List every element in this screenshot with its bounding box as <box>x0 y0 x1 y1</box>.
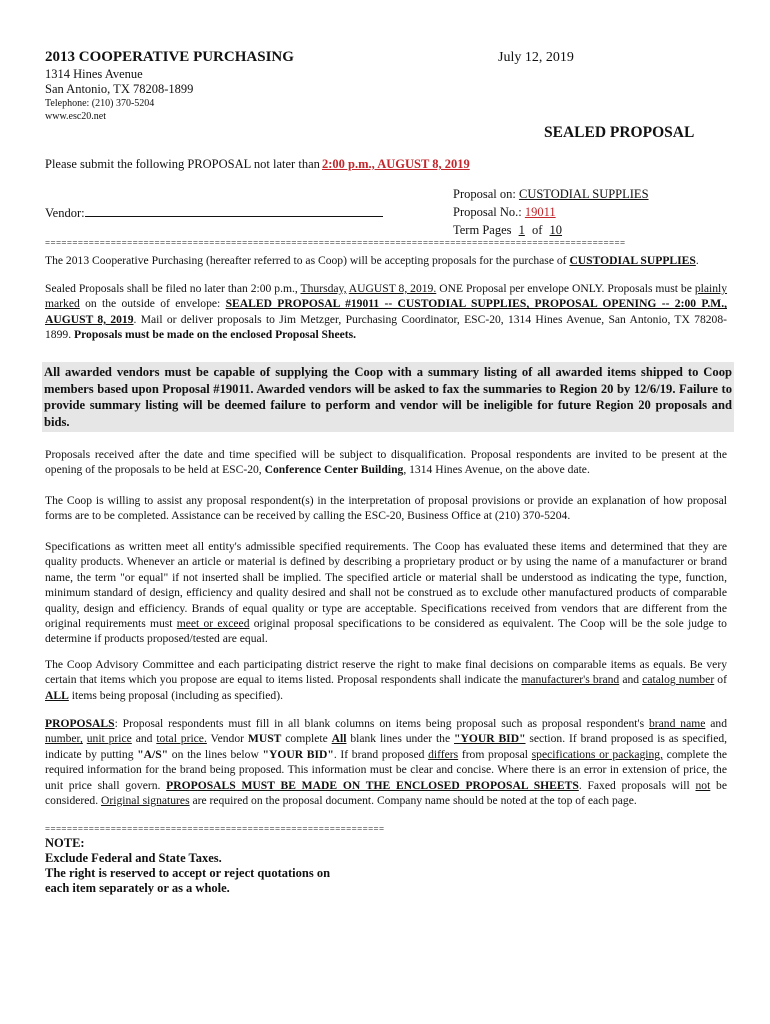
term-pages <box>453 223 562 238</box>
proposals-must: MUST <box>247 732 282 746</box>
term-pages-total: 10 <box>549 223 563 237</box>
specifications-paragraph <box>45 539 727 647</box>
awarded-vendors-notice: All awarded vendors must be capable of supplying the Coop with a summary listing of all awarded items shipped to Coop members based upon Proposal #19011. Awarded vendors will be asked to fax the summaries to Region 20 by 12/6/19. Failure to provide summary listing will be deemed failure to perform and vendor will be ineligible for future Region 20 proposals and bids. <box>42 362 734 432</box>
proposals-your-bid: "YOUR BID" <box>454 732 526 746</box>
conference-center: Conference Center Building <box>264 463 404 477</box>
specs-text-1: Specifications as written meet all entity's admissible specified requirements. The Coop has evaluated these items and determined that they are quality products. Whenever an article or material is defined by describing a proprietary product or by using the name of a manufacturer or brand name, the term "or equal" if not inserted shall be implied. The specified article or material shall be understood as indicating the type, function, minimum standard of design, efficiency and quality desired and shall not be construed as to exclude other manufactured products of comparable quality, design and efficiency. Brands of equal quality or type are acceptable. Specifications received from vendors that are different from the original requirements must <box>45 540 727 631</box>
specs-meet-or-exceed: meet or exceed <box>176 617 250 631</box>
proposals-text-3: complete <box>285 732 328 746</box>
committee-and: and <box>622 673 640 687</box>
proposals-text-11: be considered. <box>45 778 727 808</box>
received-text-1: Proposals received after the date and time specified will be subject to disqualification. Proposal respondents are invited to be present at the opening of the proposals to be held at ESC-20, <box>45 448 727 477</box>
manufacturer-brand: manufacturer's brand <box>521 673 620 687</box>
proposals-original-signatures: Original signatures <box>101 794 190 808</box>
filing-date: AUGUST 8, 2019. <box>348 282 437 295</box>
note-title: NOTE: <box>45 836 85 850</box>
vendor-blank-line[interactable] <box>85 205 383 217</box>
vendor-field <box>45 205 383 221</box>
catalog-number: catalog number <box>642 673 715 687</box>
proposal-number-label: Proposal No.: <box>453 205 522 219</box>
proposals-brand-name: brand name <box>649 717 706 730</box>
proposal-number-value: 19011 <box>524 205 556 219</box>
filing-marked: plainly marked <box>45 282 728 311</box>
specs-text-2: original proposal specifications to be considered as equivalent. The Coop will be the sole judge to determine if products proposed/tested are equal. <box>45 617 727 646</box>
proposals-text-6: on the lines below <box>171 747 259 761</box>
note-line-1: Exclude Federal and State Taxes. <box>45 851 222 865</box>
proposals-must-enclosed: PROPOSALS MUST BE MADE ON THE ENCLOSED PROPOSAL SHEETS <box>166 778 579 792</box>
divider-line: ========================================================================================================== <box>45 238 626 248</box>
proposals-text-9: complete the required information for the brand being proposed. This information must be clear and concise. Where there is an error in extension of price, the unit price shall govern. <box>45 747 728 792</box>
proposals-text-2: Vendor <box>210 732 244 746</box>
proposals-all: All <box>331 732 347 746</box>
committee-paragraph <box>45 657 727 703</box>
note-line-3: each item separately or as a whole. <box>45 881 230 895</box>
proposals-text-4: blank lines under the <box>350 732 451 746</box>
proposals-label: PROPOSALS <box>45 717 115 730</box>
proposal-on-value: CUSTODIAL SUPPLIES <box>518 187 649 201</box>
intro-end: . <box>695 254 699 267</box>
filing-text-1: Sealed Proposals shall be filed no later than 2:00 p.m., <box>45 282 298 295</box>
proposals-differs: differs <box>428 747 459 761</box>
proposal-number <box>453 205 556 220</box>
proposals-text-8: from proposal <box>461 747 528 761</box>
submit-instruction <box>45 157 320 172</box>
filing-paragraph <box>45 281 727 343</box>
proposals-not: not <box>695 778 711 792</box>
envelope-label: SEALED PROPOSAL #19011 -- CUSTODIAL SUPPLIES, PROPOSAL OPENING -- 2:00 P.M., AUGUST 8, 2019 <box>45 297 727 326</box>
proposal-on-label: Proposal on: <box>453 187 516 201</box>
filing-text-4: . Mail or deliver proposals to Jim Metzger, Purchasing Coordinator, ESC-20, 1314 Hines Avenue, San Antonio, TX 78208-1899. <box>45 312 727 342</box>
intro-item: CUSTODIAL SUPPLIES <box>569 254 696 267</box>
website-link[interactable]: www.esc20.net <box>45 111 107 122</box>
proposals-and: and <box>710 717 727 730</box>
proposals-text-10: . Faxed proposals will <box>578 778 690 792</box>
proposals-and-2: and <box>135 732 153 746</box>
assistance-paragraph: The Coop is willing to assist any proposal respondent(s) in the interpretation of proposal provisions or provide an explanation of how proposal forms are to be completed. Assistance can be received by calling the ESC-20, Business Office at (210) 370-5204. <box>45 494 727 523</box>
proposals-as: "A/S" <box>137 747 169 761</box>
deadline: 2:00 p.m., AUGUST 8, 2019 <box>322 157 470 171</box>
proposals-text-12: are required on the proposal document. Company name should be noted at the top of each page. <box>192 794 637 808</box>
address-line-1: 1314 Hines Avenue <box>45 67 143 81</box>
filing-text-3: on the outside of envelope: <box>85 297 221 311</box>
filing-day: Thursday, <box>300 282 347 295</box>
proposals-total-price: total price. <box>156 732 207 746</box>
document-date: July 12, 2019 <box>498 50 574 65</box>
intro-paragraph <box>45 253 727 268</box>
proposals-your-bid-2: "YOUR BID" <box>262 747 334 761</box>
proposals-paragraph <box>45 716 727 808</box>
proposals-text-1: : Proposal respondents must fill in all blank columns on items being proposal such as proposal respondent's <box>114 717 645 730</box>
filing-text-2: ONE Proposal per envelope ONLY. Proposals must be <box>439 282 692 295</box>
proposals-unit-price: unit price <box>86 732 132 746</box>
proposal-on <box>453 187 649 202</box>
committee-text-1: The Coop Advisory Committee and each participating district reserve the right to make final decisions on comparable items as equals. Be very certain that items which you propose are equal to items listed. Proposal respondents shall indicate the <box>45 658 727 687</box>
org-title: 2013 COOPERATIVE PURCHASING <box>45 49 294 65</box>
term-pages-label: Term Pages <box>453 223 512 237</box>
filing-text-5: Proposals must be made on the enclosed Proposal Sheets. <box>74 328 357 342</box>
note-line-2: The right is reserved to accept or reject quotations on <box>45 866 331 880</box>
intro-text: The 2013 Cooperative Purchasing (hereafter referred to as Coop) will be accepting proposals for the purchase of <box>45 254 567 267</box>
received-paragraph <box>45 447 727 478</box>
proposals-spec-packaging: specifications or packaging, <box>531 747 663 761</box>
submit-text: Please submit the following PROPOSAL not later than <box>45 157 320 171</box>
committee-of: of <box>717 673 727 687</box>
address-line-2: San Antonio, TX 78208-1899 <box>45 82 194 96</box>
proposals-text-5: section. If brand proposed is as specified, indicate by putting <box>45 732 728 761</box>
divider-short: ============================================================== <box>45 824 385 834</box>
received-text-2: , 1314 Hines Avenue, on the above date. <box>403 463 590 477</box>
term-pages-current: 1 <box>518 223 525 237</box>
vendor-label: Vendor: <box>45 206 85 220</box>
sealed-proposal-title: SEALED PROPOSAL <box>544 124 695 141</box>
telephone: Telephone: (210) 370-5204 <box>45 98 155 109</box>
proposals-text-7: . If brand proposed <box>333 747 425 761</box>
proposals-number: number, <box>45 732 83 746</box>
term-pages-of: of <box>531 223 543 237</box>
committee-all: ALL <box>45 688 69 702</box>
committee-text-2: items being proposal (including as specified). <box>71 688 283 702</box>
